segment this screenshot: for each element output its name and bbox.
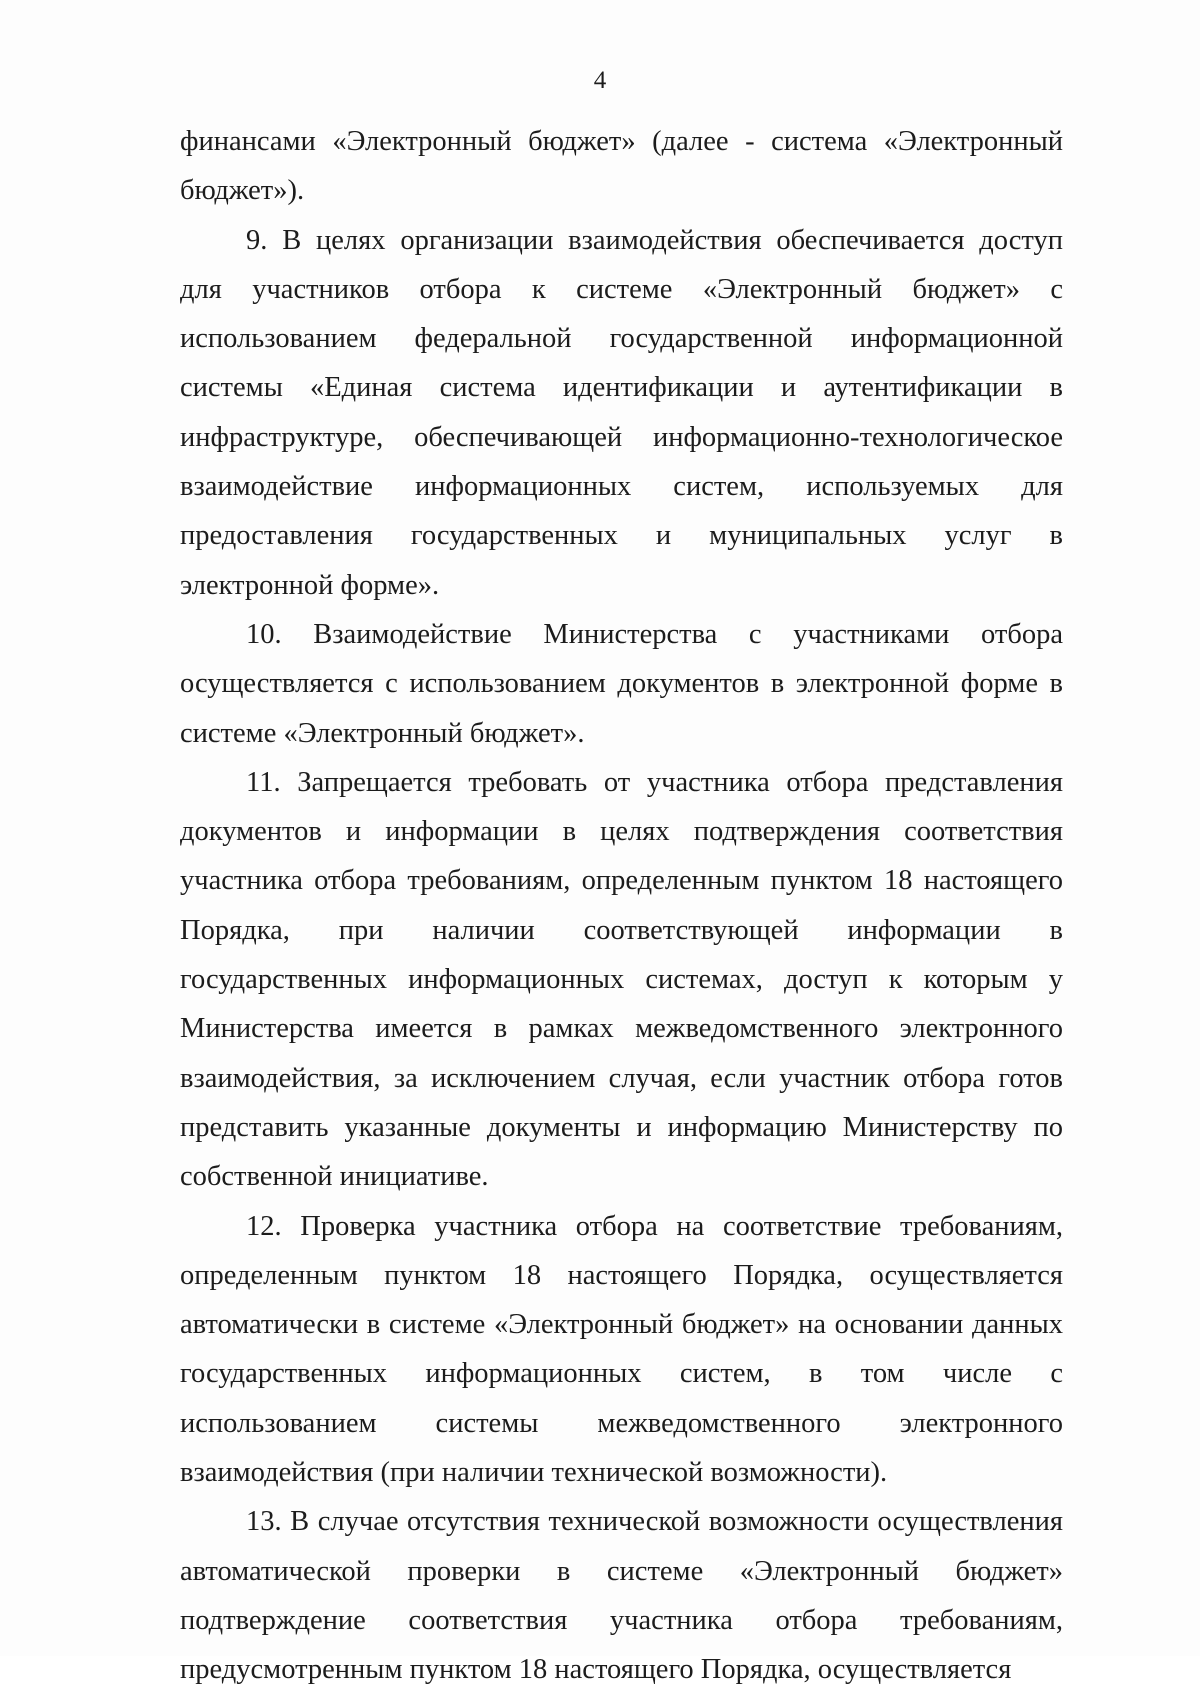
- paragraph-item-12: 12. Проверка участника отбора на соответствие требованиям, определенным пунктом 18 настоящего Порядка, осуществляется автоматически в системе «Электронный бюджет» на основании данных государственных информационных систем, в том числе с использованием системы межведомственного электронного взаимодействия (при наличии технической возможности).: [180, 1210, 1063, 1489]
- paragraph-item-11: 11. Запрещается требовать от участника отбора представления документов и информации в целях подтверждения соответствия участника отбора требованиям, определенным пунктом 18 настоящего Порядка, при наличии соответствующей информации в государственных информационных системах, доступ к которым у Министерства имеется в рамках межведомственного электронного взаимодействия, за исключением случая, если участник отбора готов представить указанные документы и информацию Министерству по собственной инициативе.: [180, 766, 1063, 1193]
- paragraph-item-13: 13. В случае отсутствия технической возможности осуществления автоматической проверки в системе «Электронный бюджет» подтверждение соответствия участника отбора требованиям, предусмотренным пунктом 18 настоящего Порядка, осуществляется: [180, 1506, 1063, 1686]
- paragraph-item-9: 9. В целях организации взаимодействия обеспечивается доступ для участников отбора к системе «Электронный бюджет» с использованием федеральной государственной информационной системы «Единая система идентификации и аутентификации в инфраструктуре, обеспечивающей информационно-технологическое взаимодействие информационных систем, используемых для предоставления государственных и муниципальных услуг в электронной форме».: [180, 224, 1063, 601]
- paragraph-continuation: финансами «Электронный бюджет» (далее - система «Электронный бюджет»).: [180, 126, 1063, 207]
- page-number: 4: [593, 67, 607, 94]
- document-body: [180, 117, 1063, 1695]
- paragraph-item-10: 10. Взаимодействие Министерства с участниками отбора осуществляется с использованием документов в электронной форме в системе «Электронный бюджет».: [180, 618, 1063, 749]
